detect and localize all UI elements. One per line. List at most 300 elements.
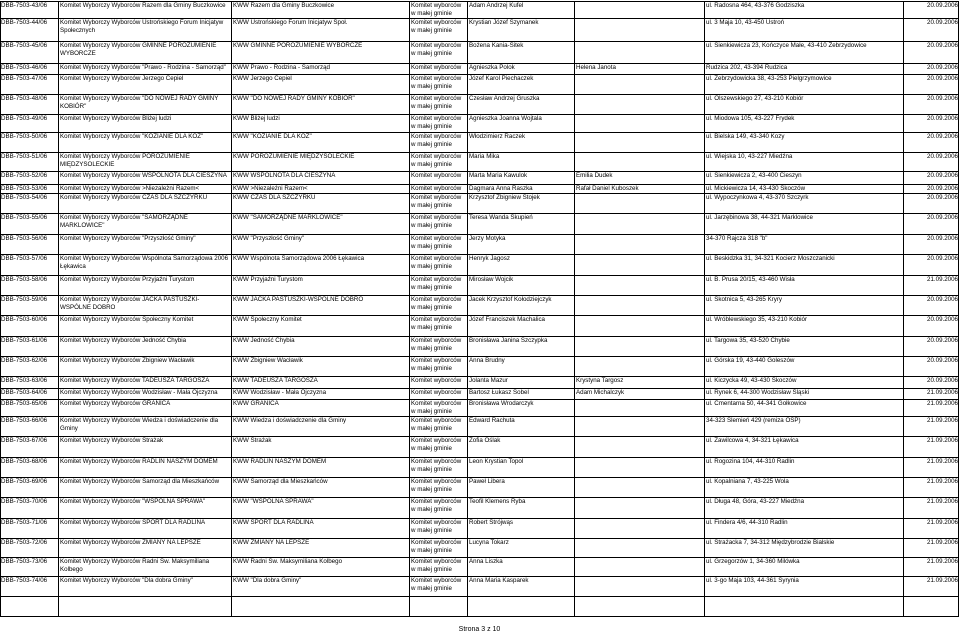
cell-committee-name: Komitet Wyborczy Wyborców GRANICA xyxy=(60,400,171,407)
cell-address: 34-323 Ślemień 429 (remiza OSP) xyxy=(706,417,801,424)
cell-id: DBB-7503-66/06 xyxy=(1,417,48,424)
cell-short-name: KWW SPORT DLA RADLINA xyxy=(233,519,314,526)
row-divider xyxy=(0,234,959,235)
row-divider xyxy=(0,497,959,498)
table-row xyxy=(0,457,959,477)
row-divider xyxy=(0,94,959,95)
cell-agent: Robert Strójwąs xyxy=(469,519,514,526)
cell-id: DBB-7503-65/06 xyxy=(1,400,48,407)
cell-id: DBB-7503-45/06 xyxy=(1,42,48,49)
cell-short-name: KWW TADEUSZA TARGOSZA xyxy=(233,377,318,384)
row-divider xyxy=(0,557,959,558)
row-divider xyxy=(0,275,959,276)
cell-agent: Anna Liszka xyxy=(469,558,503,565)
cell-short-name: KWW Prawo - Rodzina - Samorząd xyxy=(233,64,330,71)
row-divider xyxy=(0,376,959,377)
cell-committee-name: Komitet Wyborczy Wyborców Bliżej ludzi xyxy=(60,115,172,122)
cell-committee-type: Komitet wyborców w małej gminie xyxy=(411,437,462,452)
cell-agent: Anna Maria Kasparek xyxy=(469,577,529,584)
cell-date: 20.09.2006 xyxy=(927,296,958,303)
cell-id: DBB-7503-50/06 xyxy=(1,133,48,140)
cell-date: 21.09.2006 xyxy=(927,389,958,396)
row-divider xyxy=(0,114,959,115)
cell-address: ul. Górska 19, 43-440 Goleszów xyxy=(706,357,795,364)
column-divider xyxy=(409,1,410,616)
cell-id: DBB-7503-63/06 xyxy=(1,377,48,384)
table-row xyxy=(0,477,959,497)
cell-agent: Jacek Krzysztof Kołodziejczyk xyxy=(469,296,552,303)
row-divider xyxy=(0,356,959,357)
cell-agent: Anna Brudny xyxy=(469,357,505,364)
cell-address: 34-370 Rajcza 318 "b" xyxy=(706,235,768,242)
column-divider xyxy=(704,1,705,616)
cell-agent: Czesław Andrzej Gruszka xyxy=(469,95,540,102)
cell-date: 20.09.2006 xyxy=(927,194,958,201)
row-divider xyxy=(0,1,959,2)
cell-committee-type: Komitet wyborców w małej gminie xyxy=(411,519,462,534)
cell-id: DBB-7503-61/06 xyxy=(1,337,48,344)
table-row xyxy=(0,1,959,18)
cell-agent: Agnieszka Joanna Wojtala xyxy=(469,115,542,122)
cell-date: 20.09.2006 xyxy=(927,153,958,160)
row-divider xyxy=(0,213,959,214)
cell-committee-type: Komitet wyborców w małej gminie xyxy=(411,400,462,415)
row-divider xyxy=(0,63,959,64)
row-divider xyxy=(0,596,959,597)
table-row xyxy=(0,193,959,213)
table-row xyxy=(0,213,959,234)
table-row xyxy=(0,63,959,74)
cell-short-name: KWW Wodzisław - Mała Ojczyzna xyxy=(233,389,327,396)
cell-committee-type: Komitet wyborców w małej gminie xyxy=(411,133,462,148)
cell-committee-type: Komitet wyborców w małej gminie xyxy=(411,539,462,554)
row-divider xyxy=(0,336,959,337)
cell-committee-type: Komitet wyborców xyxy=(411,185,462,192)
cell-agent: Leon Krystian Topol xyxy=(469,458,524,465)
table-row xyxy=(0,538,959,557)
cell-id: DBB-7503-43/06 xyxy=(1,2,48,9)
table-row xyxy=(0,518,959,538)
cell-short-name: KWW Zbigniew Wacławik xyxy=(233,357,303,364)
cell-short-name: KWW Bliżej ludzi xyxy=(233,115,280,122)
cell-short-name: KWW WSPÓLNOTA DLA CIESZYNA xyxy=(233,172,336,179)
cell-agent: Józef Karol Piechaczek xyxy=(469,75,534,82)
cell-committee-type: Komitet wyborców w małej gminie xyxy=(411,2,462,17)
cell-committee-type: Komitet wyborców w małej gminie xyxy=(411,255,462,270)
row-divider xyxy=(0,416,959,417)
cell-id: DBB-7503-55/06 xyxy=(1,214,48,221)
cell-committee-name: Komitet Wyborczy Wyborców Przyjaźni Turystom xyxy=(60,276,195,283)
cell-id: DBB-7503-51/06 xyxy=(1,153,48,160)
cell-committee-name: Komitet Wyborczy Wyborców "KOZIANIE DLA KÓZ" xyxy=(60,133,204,140)
table-row xyxy=(0,234,959,254)
cell-address: ul. Wiejska 10, 43-227 Miedźna xyxy=(706,153,793,160)
cell-committee-name: Komitet Wyborczy Wyborców >Niezależni Razem< xyxy=(60,185,200,192)
column-divider xyxy=(0,1,1,616)
cell-agent: Jolanta Mazur xyxy=(469,377,508,384)
cell-committee-type: Komitet wyborców w małej gminie xyxy=(411,19,462,34)
cell-agent: Henryk Jagosz xyxy=(469,255,510,262)
cell-date: 20.09.2006 xyxy=(927,133,958,140)
cell-date: 21.09.2006 xyxy=(927,577,958,584)
cell-committee-name: Komitet Wyborczy Wyborców TADEUSZA TARGOSZA xyxy=(60,377,210,384)
cell-agent-2: Emilia Dudek xyxy=(576,172,613,179)
cell-agent: Teresa Wanda Skupień xyxy=(469,214,533,221)
cell-committee-name: Komitet Wyborczy Wyborców GMINNE POROZUMIENIE WYBORCZE xyxy=(60,42,217,57)
cell-committee-type: Komitet wyborców w małej gminie xyxy=(411,235,462,250)
cell-short-name: KWW "SAMORZĄDNE MARKLOWICE" xyxy=(233,214,343,221)
cell-address: ul. Grzegorzów 1, 34-360 Milówka xyxy=(706,558,800,565)
cell-date: 21.09.2006 xyxy=(927,558,958,565)
cell-address: ul. 3 Maja 10, 43-450 Ustroń xyxy=(706,19,785,26)
cell-committee-name: Komitet Wyborczy Wyborców Wiedza i doświadczenie dla Gminy xyxy=(60,417,219,432)
cell-agent-2: Rafał Daniel Kuboszek xyxy=(576,185,639,192)
cell-short-name: KWW "DO NOWEJ RADY GMINY KOBIÓR" xyxy=(233,95,355,102)
table-row xyxy=(0,315,959,336)
cell-agent-2: Adam Michalczyk xyxy=(576,389,625,396)
row-divider xyxy=(0,193,959,194)
cell-committee-type: Komitet wyborców w małej gminie xyxy=(411,194,462,209)
cell-address: ul. 3-go Maja 103, 44-361 Syrynia xyxy=(706,577,799,584)
cell-committee-name: Komitet Wyborczy Wyborców Wodzisław - Mała Ojczyzna xyxy=(60,389,218,396)
cell-committee-name: Komitet Wyborczy Wyborców CZAS DLA SZCZYRKU xyxy=(60,194,208,201)
cell-address: ul. Miodowa 105, 43-227 Frydek xyxy=(706,115,795,122)
cell-committee-name: Komitet Wyborczy Wyborców SPORT DLA RADLINA xyxy=(60,519,206,526)
cell-short-name: KWW CZAS DLA SZCZYRKU xyxy=(233,194,316,201)
cell-id: DBB-7503-69/06 xyxy=(1,478,48,485)
cell-committee-name: Komitet Wyborczy Wyborców Samorząd dla Mieszkańców xyxy=(60,478,220,485)
cell-committee-name: Komitet Wyborczy Wyborców WSPÓLNOTA DLA CIESZYNA xyxy=(60,172,227,179)
cell-id: DBB-7503-74/06 xyxy=(1,577,48,584)
cell-committee-type: Komitet wyborców w małej gminie xyxy=(411,95,462,110)
cell-id: DBB-7503-46/06 xyxy=(1,64,48,71)
cell-committee-name: Komitet Wyborczy Wyborców Społeczny Komitet xyxy=(60,316,194,323)
cell-agent: Bartosz Łukasz Sobel xyxy=(469,389,529,396)
cell-agent: Adam Andrzej Kufel xyxy=(469,2,524,9)
cell-agent: Włodzimierz Raczek xyxy=(469,133,526,140)
cell-committee-type: Komitet wyborców w małej gminie xyxy=(411,115,462,130)
cell-committee-name: Komitet Wyborczy Wyborców Razem dla Gminy Buczkowice xyxy=(60,2,226,9)
table-row xyxy=(0,132,959,152)
cell-agent-2: Helena Janota xyxy=(576,64,616,71)
cell-address: ul. Skotnica 5, 43-265 Kryry xyxy=(706,296,783,303)
cell-date: 20.09.2006 xyxy=(927,185,958,192)
column-divider xyxy=(231,1,232,616)
cell-committee-name: Komitet Wyborczy Wyborców "Dla dobra Gminy" xyxy=(60,577,193,584)
cell-committee-type: Komitet wyborców w małej gminie xyxy=(411,458,462,473)
row-divider xyxy=(0,436,959,437)
cell-agent: Józef Franciszek Machalica xyxy=(469,316,545,323)
cell-date: 20.09.2006 xyxy=(927,214,958,221)
cell-address: ul. Findera 4/6, 44-310 Radlin xyxy=(706,519,788,526)
cell-date: 20.09.2006 xyxy=(927,255,958,262)
cell-committee-name: Komitet Wyborczy Wyborców RADLIN NASZYM DOMEM xyxy=(60,458,218,465)
cell-date: 20.09.2006 xyxy=(927,64,958,71)
table-row xyxy=(0,497,959,518)
cell-address: ul. Długa 48, Góra, 43-227 Miedźna xyxy=(706,498,805,505)
cell-short-name: KWW "KOZIANIE DLA KÓZ" xyxy=(233,133,312,140)
table-row xyxy=(0,94,959,114)
row-divider xyxy=(0,41,959,42)
table-row xyxy=(0,18,959,41)
row-divider xyxy=(0,315,959,316)
cell-short-name: KWW ZMIANY NA LEPSZE xyxy=(233,539,310,546)
cell-short-name: KWW "WSPÓLNA SPRAWA" xyxy=(233,498,314,505)
cell-committee-name: Komitet Wyborczy Wyborców JACKA PASTUSZKI-WSPÓLNE DOBRO xyxy=(60,296,200,311)
row-divider xyxy=(0,132,959,133)
cell-committee-type: Komitet wyborców w małej gminie xyxy=(411,276,462,291)
cell-agent: Mirosław Wojcik xyxy=(469,276,514,283)
cell-committee-name: Komitet Wyborczy Wyborców ZMIANY NA LEPSZE xyxy=(60,539,201,546)
cell-committee-name: Komitet Wyborczy Wyborców Ustrońskiego Forum Inicjatyw Społecznych xyxy=(60,19,224,34)
row-divider xyxy=(0,254,959,255)
cell-address: ul. Zawilcowa 4, 34-321 Łękawica xyxy=(706,437,799,444)
cell-committee-type: Komitet wyborców xyxy=(411,377,462,384)
table-row xyxy=(0,114,959,132)
row-divider xyxy=(0,388,959,389)
cell-address: ul. B. Prusa 20/15, 43-460 Wisła xyxy=(706,276,795,283)
cell-id: DBB-7503-72/06 xyxy=(1,539,48,546)
cell-agent: Teofil Klemens Ryba xyxy=(469,498,526,505)
cell-date: 21.09.2006 xyxy=(927,400,958,407)
cell-committee-name: Komitet Wyborczy Wyborców Wspólnota Samorządowa 2006 Łękawica xyxy=(60,255,229,270)
cell-agent-2: Krystyna Targosz xyxy=(576,377,624,384)
cell-short-name: KWW Strażak xyxy=(233,437,272,444)
cell-date: 20.09.2006 xyxy=(927,377,958,384)
table-row xyxy=(0,336,959,356)
cell-short-name: KWW >Niezależni Razem< xyxy=(233,185,308,192)
cell-address: ul. Mickiewicza 14, 43-430 Skoczów xyxy=(706,185,806,192)
cell-agent: Dagmara Anna Raszka xyxy=(469,185,533,192)
cell-address: ul. Kopalniana 7, 43-225 Wola xyxy=(706,478,789,485)
cell-short-name: KWW JACKA PASTUSZKI-WSPÓLNE DOBRO xyxy=(233,296,364,303)
table-row xyxy=(0,184,959,193)
cell-agent: Paweł Libera xyxy=(469,478,505,485)
cell-agent: Zofia Oślak xyxy=(469,437,501,444)
cell-address: ul. Sienkiewicza 23, Kończyce Małe, 43-410 Zebrzydowice xyxy=(706,42,867,49)
cell-id: DBB-7503-47/06 xyxy=(1,75,48,82)
cell-committee-type: Komitet wyborców w małej gminie xyxy=(411,357,462,372)
table-row xyxy=(0,254,959,275)
row-divider xyxy=(0,518,959,519)
cell-agent: Edward Rachuta xyxy=(469,417,515,424)
cell-committee-type: Komitet wyborców w małej gminie xyxy=(411,558,462,573)
row-divider xyxy=(0,295,959,296)
cell-id: DBB-7503-58/06 xyxy=(1,276,48,283)
cell-date: 20.09.2006 xyxy=(927,115,958,122)
row-divider xyxy=(0,171,959,172)
cell-date: 21.09.2006 xyxy=(927,498,958,505)
cell-id: DBB-7503-49/06 xyxy=(1,115,48,122)
cell-date: 20.09.2006 xyxy=(927,42,958,49)
cell-date: 20.09.2006 xyxy=(927,75,958,82)
cell-id: DBB-7503-67/06 xyxy=(1,437,48,444)
cell-short-name: KWW Samorząd dla Mieszkańców xyxy=(233,478,328,485)
cell-id: DBB-7503-71/06 xyxy=(1,519,48,526)
row-divider xyxy=(0,457,959,458)
cell-address: ul. Targowa 35, 43-520 Chybie xyxy=(706,337,790,344)
column-divider xyxy=(467,1,468,616)
cell-id: DBB-7503-44/06 xyxy=(1,19,48,26)
table-row xyxy=(0,399,959,416)
cell-short-name: KWW Wiedza i doświadczenie dla Gminy xyxy=(233,417,347,424)
cell-id: DBB-7503-60/06 xyxy=(1,316,48,323)
table-row xyxy=(0,576,959,596)
cell-short-name: KWW "Przyszłość Gminy" xyxy=(233,235,305,242)
cell-committee-name: Komitet Wyborczy Wyborców "SAMORZĄDNE MARKLOWICE" xyxy=(60,214,188,229)
cell-agent: Jerzy Motyka xyxy=(469,235,506,242)
table-row xyxy=(0,557,959,576)
cell-id: DBB-7503-54/06 xyxy=(1,194,48,201)
cell-committee-type: Komitet wyborców w małej gminie xyxy=(411,214,462,229)
cell-committee-name: Komitet Wyborczy Wyborców Jedność Chybia xyxy=(60,337,187,344)
table-row xyxy=(0,376,959,388)
cell-address: ul. Radosna 464, 43-376 Godziszka xyxy=(706,2,805,9)
cell-committee-type: Komitet wyborców w małej gminie xyxy=(411,296,462,311)
cell-short-name: KWW Społeczny Komitet xyxy=(233,316,302,323)
cell-committee-type: Komitet wyborców xyxy=(411,64,462,71)
row-divider xyxy=(0,152,959,153)
cell-committee-type: Komitet wyborców w małej gminie xyxy=(411,478,462,493)
row-divider xyxy=(0,74,959,75)
cell-short-name: KWW Jedność Chybia xyxy=(233,337,295,344)
row-divider xyxy=(0,399,959,400)
cell-committee-name: Komitet Wyborczy Wyborców Jerzego Cepiel xyxy=(60,75,184,82)
cell-date: 20.09.2006 xyxy=(927,95,958,102)
cell-id: DBB-7503-68/06 xyxy=(1,458,48,465)
cell-agent: Marta Maria Kawulok xyxy=(469,172,528,179)
cell-date: 20.09.2006 xyxy=(927,337,958,344)
cell-date: 20.09.2006 xyxy=(927,172,958,179)
cell-id: DBB-7503-57/06 xyxy=(1,255,48,262)
cell-agent: Maria Mika xyxy=(469,153,500,160)
row-divider xyxy=(0,477,959,478)
cell-date: 20.09.2006 xyxy=(927,2,958,9)
cell-committee-type: Komitet wyborców xyxy=(411,172,462,179)
cell-committee-name: Komitet Wyborczy Wyborców "DO NOWEJ RADY GMINY KOBIÓR" xyxy=(60,95,219,110)
page-number: Strona 3 z 10 xyxy=(458,626,501,633)
cell-date: 20.09.2006 xyxy=(927,316,958,323)
cell-id: DBB-7503-53/06 xyxy=(1,185,48,192)
cell-agent: Bożena Kania-Sitek xyxy=(469,42,524,49)
cell-address: ul. Beskidzka 31, 34-321 Kocierz Moszczanicki xyxy=(706,255,835,262)
cell-committee-name: Komitet Wyborczy Wyborców POROZUMIENIE MIĘDZYSOLECKIE xyxy=(60,153,190,168)
cell-date: 21.09.2006 xyxy=(927,276,958,283)
cell-short-name: KWW "Dla dobra Gminy" xyxy=(233,577,302,584)
row-divider xyxy=(0,538,959,539)
cell-address: ul. Jarzębinowa 38, 44-321 Marklowice xyxy=(706,214,813,221)
cell-address: ul. Wypoczynkowa 4, 43-370 Szczyrk xyxy=(706,194,809,201)
cell-committee-name: Komitet Wyborczy Wyborców "Prawo - Rodzina - Samorząd" xyxy=(60,64,226,71)
cell-address: ul. Zebrzydowicka 38, 43-253 Pielgrzymowice xyxy=(706,75,832,82)
cell-committee-name: Komitet Wyborczy Wyborców Radni Św. Maksymiliana Kolbego xyxy=(60,558,210,573)
cell-id: DBB-7503-59/06 xyxy=(1,296,48,303)
cell-committee-type: Komitet wyborców w małej gminie xyxy=(411,316,462,331)
cell-date: 20.09.2006 xyxy=(927,357,958,364)
row-divider xyxy=(0,184,959,185)
cell-date: 21.09.2006 xyxy=(927,539,958,546)
row-divider xyxy=(0,616,959,617)
cell-address: ul. Cmentarna 50, 44-341 Gołkowice xyxy=(706,400,807,407)
cell-id: DBB-7503-62/06 xyxy=(1,357,48,364)
cell-short-name: KWW RADLIN NASZYM DOMEM xyxy=(233,458,327,465)
table-row xyxy=(0,171,959,184)
cell-committee-type: Komitet wyborców w małej gminie xyxy=(411,337,462,352)
cell-agent: Bronisława Wrodarczyk xyxy=(469,400,534,407)
column-divider xyxy=(58,1,59,616)
cell-id: DBB-7503-70/06 xyxy=(1,498,48,505)
cell-address: ul. Sienkiewicza 2, 43-400 Cieszyn xyxy=(706,172,802,179)
cell-address: ul. Olszewskiego 27, 43-210 Kobiór xyxy=(706,95,804,102)
cell-short-name: KWW Radni Św. Maksymiliana Kolbego xyxy=(233,558,343,565)
cell-id: DBB-7503-73/06 xyxy=(1,558,48,565)
table-row xyxy=(0,295,959,315)
cell-address: ul. Strażacka 7, 34-312 Międzybrodzie Bialskie xyxy=(706,539,835,546)
cell-short-name: KWW GMINNE POROZUMIENIE WYBORCZE xyxy=(233,42,363,49)
cell-date: 21.09.2006 xyxy=(927,478,958,485)
table-row xyxy=(0,152,959,171)
cell-address: Rudzica 202, 43-394 Rudzica xyxy=(706,64,788,71)
cell-address: ul. Bielska 149, 43-340 Kozy xyxy=(706,133,785,140)
row-divider xyxy=(0,576,959,577)
cell-date: 21.09.2006 xyxy=(927,417,958,424)
cell-committee-type: Komitet wyborców w małej gminie xyxy=(411,153,462,168)
cell-committee-type: Komitet wyborców w małej gminie xyxy=(411,498,462,513)
cell-short-name: KWW Razem dla Gminy Buczkowice xyxy=(233,2,335,9)
cell-committee-type: Komitet wyborców xyxy=(411,389,462,396)
cell-short-name: KWW POROZUMIENIE MIĘDZYSOLECKIE xyxy=(233,153,355,160)
cell-committee-name: Komitet Wyborczy Wyborców "WSPÓLNA SPRAWA" xyxy=(60,498,206,505)
cell-id: DBB-7503-52/06 xyxy=(1,172,48,179)
cell-committee-type: Komitet wyborców w małej gminie xyxy=(411,577,462,592)
cell-date: 21.09.2006 xyxy=(927,458,958,465)
cell-date: 21.09.2006 xyxy=(927,519,958,526)
table-row xyxy=(0,356,959,376)
cell-address: ul. Rynek 6, 44-300 Wodzisław Śląski xyxy=(706,389,810,396)
table-row xyxy=(0,74,959,94)
cell-address: ul. Kiczycka 49, 43-430 Skoczów xyxy=(706,377,797,384)
cell-date: 20.09.2006 xyxy=(927,19,958,26)
cell-committee-name: Komitet Wyborczy Wyborców "Przyszłość Gminy" xyxy=(60,235,196,242)
cell-short-name: KWW Przyjaźni Turystom xyxy=(233,276,303,283)
cell-agent: Krzysztof Zbigniew Stojek xyxy=(469,194,540,201)
cell-short-name: KWW Ustrońskiego Forum Inicjatyw Społ. xyxy=(233,19,348,26)
cell-committee-name: Komitet Wyborczy Wyborców Zbigniew Wacławik xyxy=(60,357,195,364)
cell-committee-type: Komitet wyborców w małej gminie xyxy=(411,417,462,432)
column-divider xyxy=(574,1,575,616)
cell-short-name: KWW Jerzego Cepiel xyxy=(233,75,292,82)
cell-short-name: KWW Wspólnota Samorządowa 2006 Łękawica xyxy=(233,255,365,262)
table-row xyxy=(0,436,959,457)
cell-committee-type: Komitet wyborców w małej gminie xyxy=(411,75,462,90)
cell-committee-name: Komitet Wyborczy Wyborców Strażak xyxy=(60,437,164,444)
table-row xyxy=(0,275,959,295)
cell-short-name: KWW GRANICA xyxy=(233,400,279,407)
table-row xyxy=(0,41,959,63)
row-divider xyxy=(0,18,959,19)
column-divider xyxy=(903,1,904,616)
cell-address: ul. Rogozina 104, 44-310 Radlin xyxy=(706,458,795,465)
cell-date: 20.09.2006 xyxy=(927,235,958,242)
cell-agent: Lucyna Tokarz xyxy=(469,539,509,546)
cell-id: DBB-7503-56/06 xyxy=(1,235,48,242)
cell-agent: Bronisława Janina Szczypka xyxy=(469,337,548,344)
cell-agent: Agnieszka Polok xyxy=(469,64,515,71)
table-row xyxy=(0,388,959,399)
cell-committee-type: Komitet wyborców w małej gminie xyxy=(411,42,462,57)
cell-id: DBB-7503-48/06 xyxy=(1,95,48,102)
cell-date: 21.09.2006 xyxy=(927,437,958,444)
